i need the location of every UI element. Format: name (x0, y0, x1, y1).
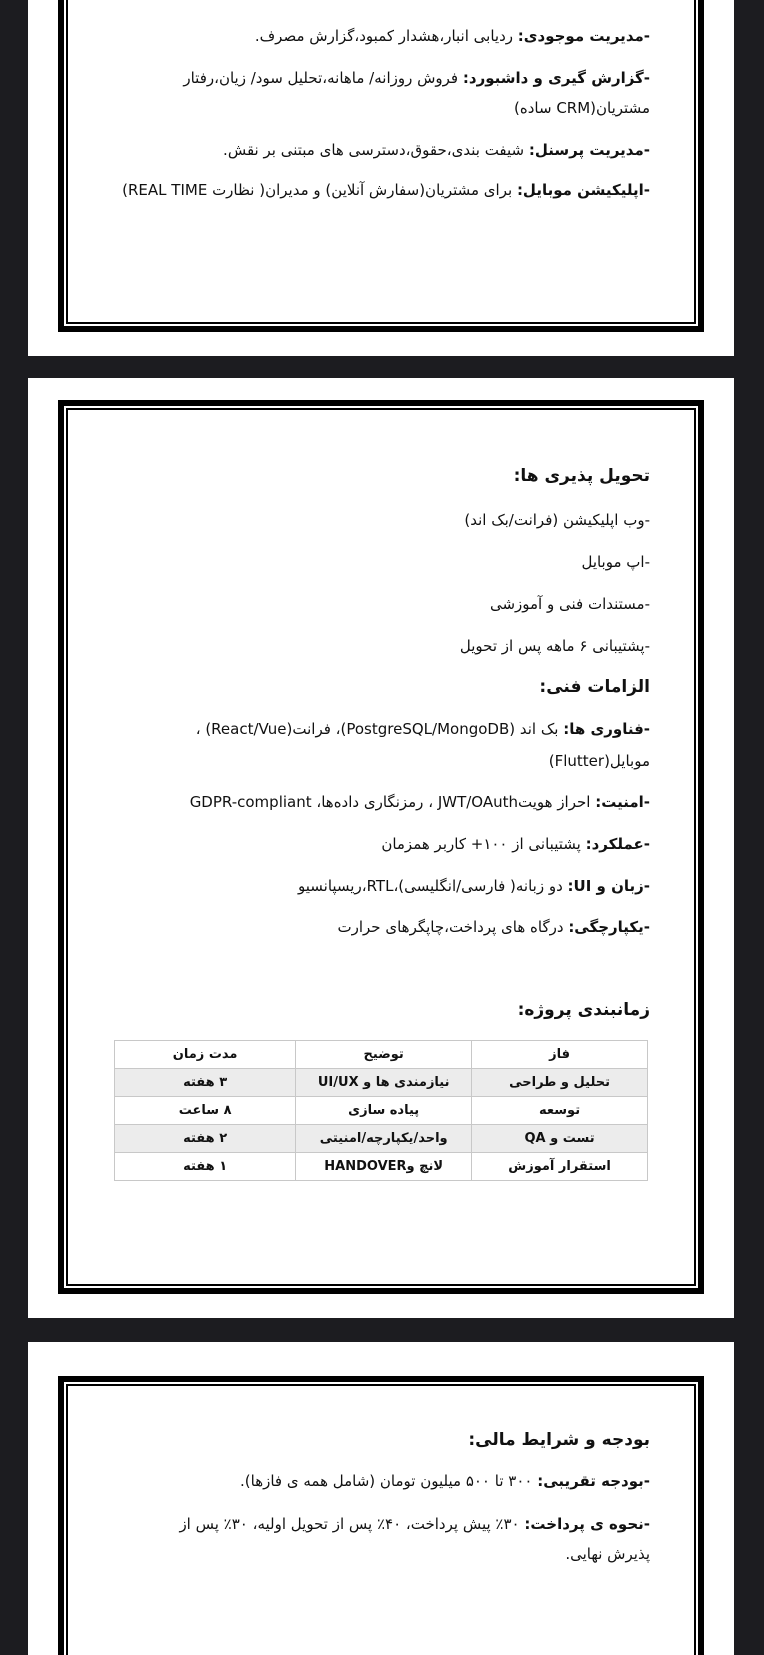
table-cell: تست و QA (472, 1125, 648, 1153)
table-row (115, 1069, 648, 1097)
document-page-3 (28, 1342, 734, 1655)
text-line: -امنیت: احراز هویتJWT/OAuth ، رمزنگاری داده‌ها، GDPR-compliant (189, 793, 650, 811)
text-line: -گزارش گیری و داشبورد: فروش روزانه/ ماهانه،تحلیل سود/ زیان،رفتار (183, 69, 650, 87)
document-page-2 (28, 378, 734, 1318)
table-cell: توسعه (472, 1097, 648, 1125)
text-line: -اپلیکیشن موبایل: برای مشتریان(سفارش آنلاین) و مدیران( نظارت REAL TIME) (122, 181, 650, 199)
table-cell: ۸ ساعت (115, 1097, 296, 1125)
table-cell: نیازمندی ها و UI/UX (296, 1069, 472, 1097)
table-cell: ۳ هفته (115, 1069, 296, 1097)
deliverables-heading: تحویل پذیری ها: (513, 466, 650, 486)
schedule-heading: زمانبندی پروژه: (517, 1000, 650, 1020)
table-cell: پیاده سازی (296, 1097, 472, 1125)
budget-heading: بودجه و شرایط مالی: (468, 1430, 650, 1450)
text-line: -بودجه تقریبی: ۳۰۰ تا ۵۰۰ میلیون تومان (شامل همه ی فازها). (240, 1472, 650, 1490)
table-row (115, 1097, 648, 1125)
column-header: فاز (472, 1041, 648, 1069)
table-cell: ۱ هفته (115, 1153, 296, 1181)
text-line: پذیرش نهایی. (565, 1545, 650, 1563)
list-item: -وب اپلیکیشن (فرانت/بک اند) (464, 511, 650, 529)
text-line: -عملکرد: پشتیبانی از ۱۰۰+ کاربر همزمان (381, 835, 650, 853)
text-line: موبایل(Flutter) (548, 752, 650, 770)
text-line: -مدیریت موجودی: ردیابی انبار،هشدار کمبود،گزارش مصرف. (254, 27, 650, 45)
list-item: -اپ موبایل (581, 553, 650, 571)
list-item: -مستندات فنی و آموزشی (489, 595, 650, 613)
text-line: -یکپارچگی: درگاه های پرداخت،چاپگرهای حرارت (337, 918, 650, 936)
table-cell: ۲ هفته (115, 1125, 296, 1153)
table-header-row (115, 1041, 648, 1069)
column-header: توضیح (296, 1041, 472, 1069)
list-item: -پشتیبانی ۶ ماهه پس از تحویل (459, 637, 650, 655)
column-header: مدت زمان (115, 1041, 296, 1069)
table-cell: تحلیل و طراحی (472, 1069, 648, 1097)
text-line: -فناوری ها: بک اند (PostgreSQL/MongoDB)، فرانت(React/Vue) ، (195, 720, 650, 738)
document-page-1 (28, 0, 734, 356)
schedule-table (114, 1040, 648, 1181)
table-cell: استقرار آموزش (472, 1153, 648, 1181)
text-line: -مدیریت پرسنل: شیفت بندی،حقوق،دسترسی های مبتنی بر نقش. (223, 141, 650, 159)
table-cell: لانچ وHANDOVER (296, 1153, 472, 1181)
table-row (115, 1153, 648, 1181)
table-cell: واحد/یکپارچه/امنیتی (296, 1125, 472, 1153)
text-line: -نحوه ی پرداخت: ۳۰٪ پیش پرداخت، ۴۰٪ پس از تحویل اولیه، ۳۰٪ پس از (179, 1515, 650, 1533)
text-line: -زبان و UI: دو زبانه( فارسی/انگلیسی)،RTL،ریسپانسیو (298, 877, 650, 895)
text-line: مشتریان(CRM ساده) (514, 99, 650, 117)
tech-heading: الزامات فنی: (539, 677, 650, 697)
table-row (115, 1125, 648, 1153)
